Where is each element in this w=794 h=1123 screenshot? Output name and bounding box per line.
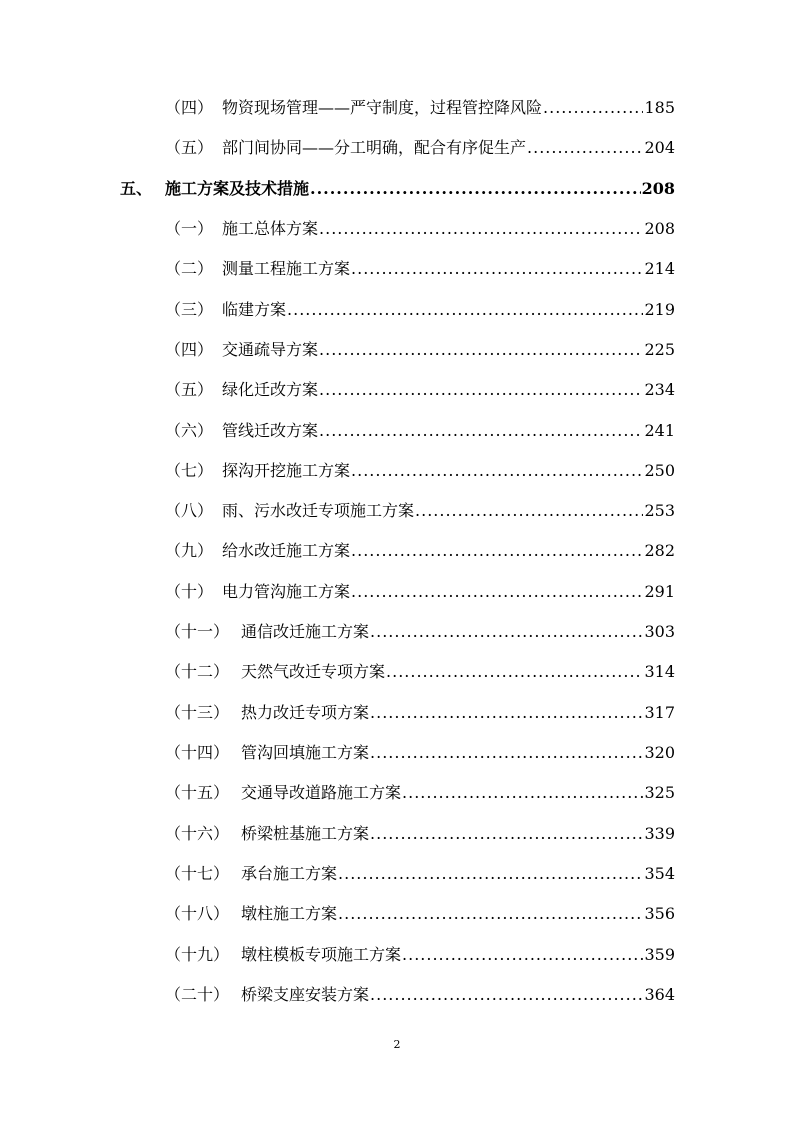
toc-chapter-entry[interactable] xyxy=(120,175,675,203)
toc-entry-page: 364 xyxy=(644,985,675,1004)
toc-entry-title: 测量工程施工方案 xyxy=(222,259,351,278)
page-number: 2 xyxy=(393,1038,401,1051)
toc-entry-page: 225 xyxy=(644,340,675,359)
toc-entry-title: 管沟回填施工方案 xyxy=(241,743,370,762)
toc-entry[interactable] xyxy=(165,860,675,888)
toc-entry-number: （三） xyxy=(165,300,214,319)
toc-entry-page: 253 xyxy=(644,501,675,520)
toc-entry-title: 临建方案 xyxy=(222,300,287,319)
toc-leader-dots xyxy=(319,215,643,243)
toc-leader-dots xyxy=(370,820,643,848)
toc-entry-number: （十一） xyxy=(165,622,230,641)
toc-entry-page: 214 xyxy=(644,259,675,278)
toc-leader-dots xyxy=(402,779,643,807)
toc-entry-title: 探沟开挖施工方案 xyxy=(222,461,351,480)
toc-entry-number: （十） xyxy=(165,582,214,601)
toc-entry[interactable] xyxy=(165,618,675,646)
toc-entry-number: （二） xyxy=(165,259,214,278)
toc-entry-page: 314 xyxy=(644,662,675,681)
toc-entry[interactable] xyxy=(165,296,675,324)
toc-entry-title: 绿化迁改方案 xyxy=(222,380,319,399)
toc-entry[interactable] xyxy=(165,457,675,485)
toc-entry-number: （五） xyxy=(165,138,214,157)
toc-entry[interactable] xyxy=(165,134,675,162)
toc-entry-page: 241 xyxy=(644,421,675,440)
toc-entry[interactable] xyxy=(165,658,675,686)
toc-entry-number: 五、 xyxy=(120,179,153,198)
toc-entry[interactable] xyxy=(165,820,675,848)
toc-entry[interactable] xyxy=(165,336,675,364)
toc-leader-dots xyxy=(402,941,643,969)
toc-entry-page: 359 xyxy=(644,945,675,964)
toc-entry-page: 291 xyxy=(644,582,675,601)
toc-entry[interactable] xyxy=(165,941,675,969)
toc-entry-title: 电力管沟施工方案 xyxy=(222,582,351,601)
toc-entry[interactable] xyxy=(165,215,675,243)
toc-entry-title: 物资现场管理——严守制度，过程管控降风险 xyxy=(222,98,543,117)
toc-entry-page: 303 xyxy=(644,622,675,641)
toc-entry-page: 339 xyxy=(644,824,675,843)
toc-leader-dots xyxy=(543,94,643,122)
toc-entry-title: 天然气改迁专项方案 xyxy=(241,662,386,681)
toc-entry-page: 320 xyxy=(644,743,675,762)
toc-entry-page: 325 xyxy=(644,783,675,802)
toc-leader-dots xyxy=(319,336,643,364)
toc-entry[interactable] xyxy=(165,94,675,122)
toc-entry-number: （四） xyxy=(165,340,214,359)
toc-entry-page: 282 xyxy=(644,541,675,560)
toc-entry-title: 管线迁改方案 xyxy=(222,421,319,440)
toc-entry-title: 热力改迁专项方案 xyxy=(241,703,370,722)
toc-leader-dots xyxy=(370,739,643,767)
toc-entry-title: 给水改迁施工方案 xyxy=(222,541,351,560)
toc-entry-number: （七） xyxy=(165,461,214,480)
toc-entry[interactable] xyxy=(165,537,675,565)
toc-leader-dots xyxy=(351,457,643,485)
toc-entry-number: （十三） xyxy=(165,703,230,722)
toc-entry-number: （四） xyxy=(165,98,214,117)
toc-entry-title: 通信改迁施工方案 xyxy=(241,622,370,641)
toc-entry-title: 施工方案及技术措施 xyxy=(165,179,310,198)
toc-leader-dots xyxy=(370,618,643,646)
toc-entry[interactable] xyxy=(165,417,675,445)
toc-leader-dots xyxy=(370,981,643,1009)
toc-leader-dots xyxy=(338,860,643,888)
toc-entry-page: 185 xyxy=(644,98,675,117)
toc-entry[interactable] xyxy=(165,779,675,807)
toc-leader-dots xyxy=(527,134,643,162)
toc-entry-number: （十四） xyxy=(165,743,230,762)
toc-entry-number: （九） xyxy=(165,541,214,560)
toc-entry-number: （十七） xyxy=(165,864,230,883)
toc-entry-number: （一） xyxy=(165,219,214,238)
toc-entry-number: （二十） xyxy=(165,985,230,1004)
toc-leader-dots xyxy=(310,175,641,203)
toc-entry[interactable] xyxy=(165,578,675,606)
toc-entry[interactable] xyxy=(165,376,675,404)
toc-entry-title: 部门间协同——分工明确，配合有序促生产 xyxy=(222,138,527,157)
toc-entry-title: 交通疏导方案 xyxy=(222,340,319,359)
toc-entry-page: 356 xyxy=(644,904,675,923)
toc-entry-page: 317 xyxy=(644,703,675,722)
toc-entry[interactable] xyxy=(165,900,675,928)
toc-entry-page: 208 xyxy=(641,179,675,198)
toc-entry-page: 204 xyxy=(644,138,675,157)
toc-leader-dots xyxy=(351,537,643,565)
toc-entry[interactable] xyxy=(165,497,675,525)
toc-entry-title: 雨、污水改迁专项施工方案 xyxy=(222,501,415,520)
toc-entry-number: （十五） xyxy=(165,783,230,802)
toc-entry-title: 桥梁桩基施工方案 xyxy=(241,824,370,843)
toc-entry-page: 250 xyxy=(644,461,675,480)
toc-entry-title: 墩柱施工方案 xyxy=(241,904,338,923)
toc-entry-page: 354 xyxy=(644,864,675,883)
toc-entry-number: （五） xyxy=(165,380,214,399)
toc-entry[interactable] xyxy=(165,255,675,283)
toc-entry-number: （十八） xyxy=(165,904,230,923)
toc-entry-title: 承台施工方案 xyxy=(241,864,338,883)
toc-leader-dots xyxy=(319,417,643,445)
toc-entry-number: （八） xyxy=(165,501,214,520)
toc-leader-dots xyxy=(415,497,643,525)
toc-entry-number: （十九） xyxy=(165,945,230,964)
toc-leader-dots xyxy=(287,296,643,324)
toc-entry-title: 桥梁支座安装方案 xyxy=(241,985,370,1004)
toc-entry-page: 219 xyxy=(644,300,675,319)
toc-entry-title: 交通导改道路施工方案 xyxy=(241,783,402,802)
toc-leader-dots xyxy=(370,699,643,727)
toc-entry-number: （六） xyxy=(165,421,214,440)
toc-entry-page: 234 xyxy=(644,380,675,399)
toc-entry-page: 208 xyxy=(644,219,675,238)
toc-entry-title: 施工总体方案 xyxy=(222,219,319,238)
toc-leader-dots xyxy=(351,255,643,283)
toc-entry-number: （十二） xyxy=(165,662,230,681)
toc-leader-dots xyxy=(319,376,643,404)
toc-entry[interactable] xyxy=(165,981,675,1009)
toc-entry[interactable] xyxy=(165,699,675,727)
toc-leader-dots xyxy=(338,900,643,928)
toc-leader-dots xyxy=(386,658,643,686)
toc-entry-number: （十六） xyxy=(165,824,230,843)
toc-entry-title: 墩柱模板专项施工方案 xyxy=(241,945,402,964)
toc-entry[interactable] xyxy=(165,739,675,767)
toc-leader-dots xyxy=(351,578,643,606)
